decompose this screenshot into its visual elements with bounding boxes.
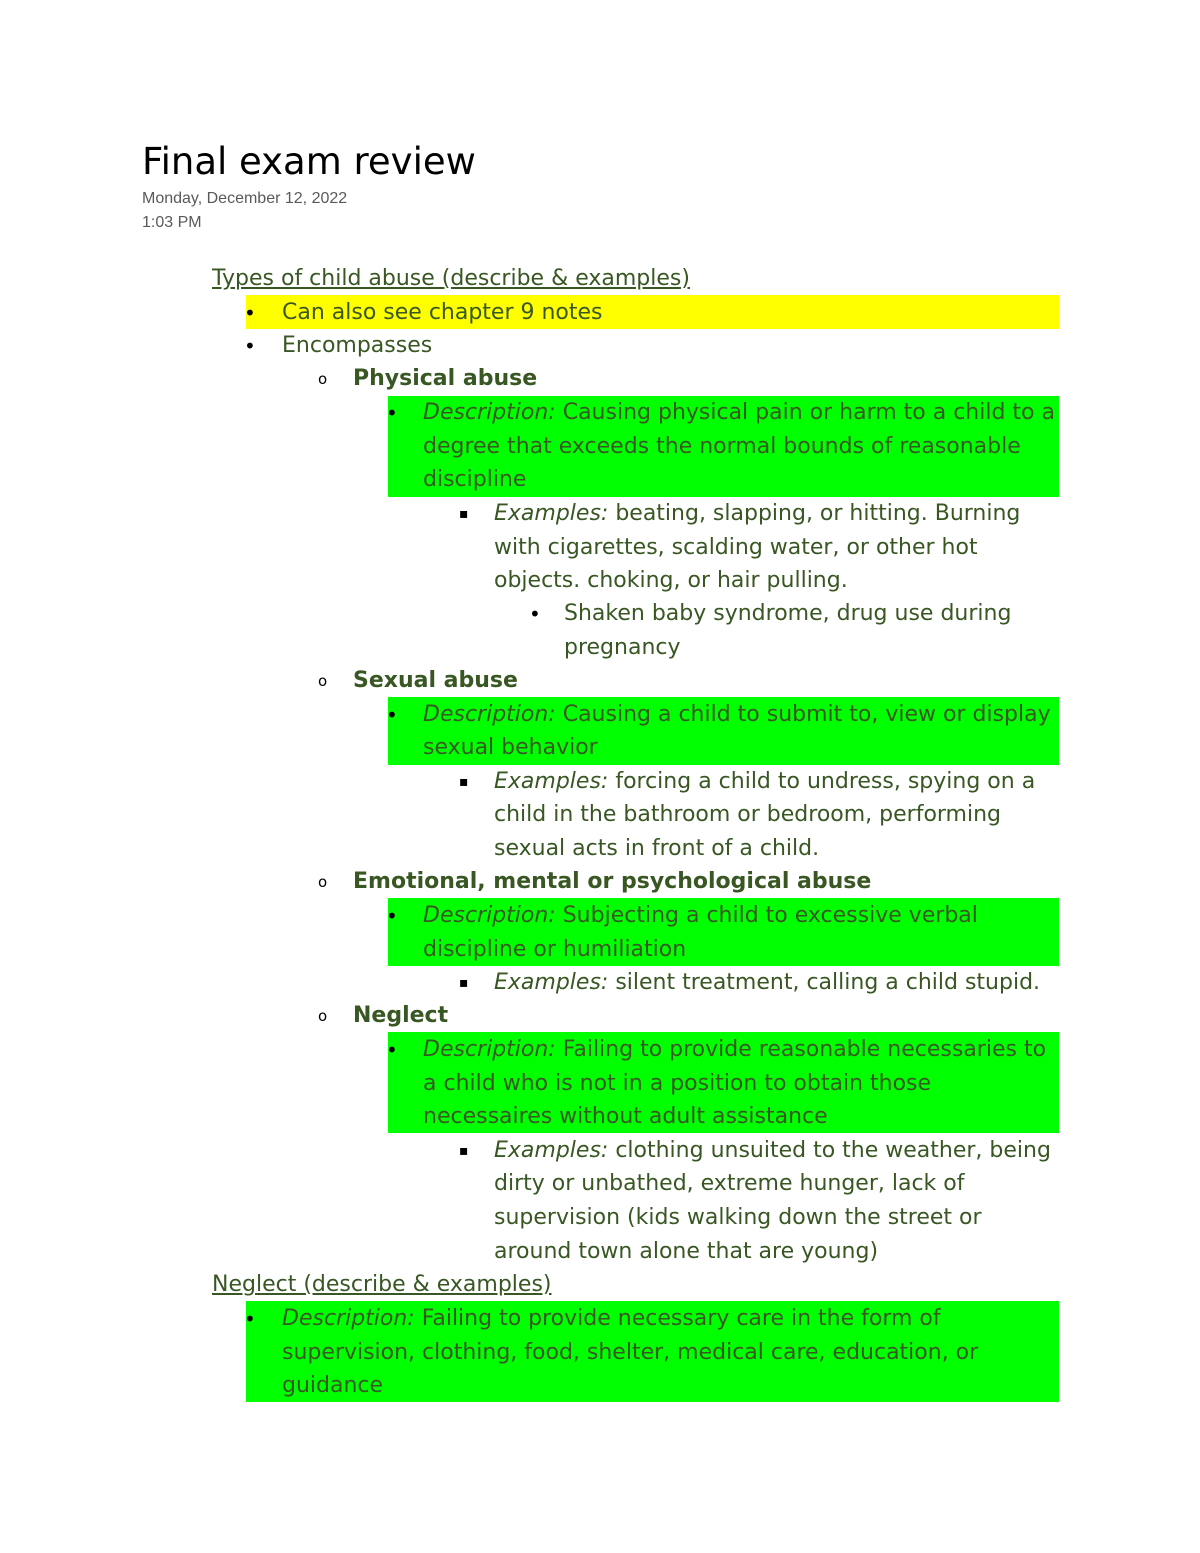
physical-desc-line-1: Description: Causing physical pain or harm to a child to a — [423, 400, 1055, 425]
subheading-neglect: Neglect — [353, 1003, 449, 1028]
list-item-encompasses: Encompasses — [282, 333, 433, 358]
bullet-dot: • — [386, 904, 398, 928]
bullet-dot: • — [386, 703, 398, 727]
page-time: 1:03 PM — [142, 214, 202, 231]
bullet-circle: o — [318, 1007, 328, 1025]
bullet-dot: • — [244, 301, 256, 325]
sexual-desc-line-2: sexual behavior — [423, 735, 598, 760]
emotional-ex-line-1: Examples: silent treatment, calling a child stupid. — [494, 970, 1041, 995]
physical-ex-line-2: with cigarettes, scalding water, or other hot — [494, 535, 978, 560]
neglect-ex-line-3: supervision (kids walking down the street or — [494, 1205, 982, 1230]
neglect-ex-line-1: Examples: clothing unsuited to the weather, being — [494, 1138, 1051, 1163]
section-heading-neglect: Neglect (describe & examples) — [212, 1272, 552, 1297]
bullet-dot: • — [529, 602, 541, 626]
subheading-sexual-abuse: Sexual abuse — [353, 668, 518, 693]
sexual-desc-line-1: Description: Causing a child to submit to, view or display — [423, 702, 1051, 727]
page-title: Final exam review — [142, 140, 476, 183]
neglect2-desc-line-3: guidance — [282, 1373, 384, 1398]
neglect-desc-line-3: necessaires without adult assistance — [423, 1104, 828, 1129]
physical-ex-line-3: objects. choking, or hair pulling. — [494, 568, 848, 593]
bullet-square: ▪ — [459, 1143, 469, 1159]
bullet-square: ▪ — [459, 774, 469, 790]
neglect2-desc-line-1: Description: Failing to provide necessary care in the form of — [282, 1306, 941, 1331]
subheading-emotional-abuse: Emotional, mental or psychological abuse — [353, 869, 872, 894]
physical-sub-line-1: Shaken baby syndrome, drug use during — [564, 601, 1012, 626]
emotional-desc-line-1: Description: Subjecting a child to excessive verbal — [423, 903, 978, 928]
physical-desc-line-3: discipline — [423, 467, 527, 492]
sexual-ex-line-2: child in the bathroom or bedroom, performing — [494, 802, 1002, 827]
bullet-dot: • — [386, 1038, 398, 1062]
bullet-dot: • — [244, 1307, 256, 1331]
bullet-square: ▪ — [459, 975, 469, 991]
bullet-square: ▪ — [459, 506, 469, 522]
neglect-ex-line-2: dirty or unbathed, extreme hunger, lack of — [494, 1171, 965, 1196]
bullet-dot: • — [386, 401, 398, 425]
neglect-desc-line-1: Description: Failing to provide reasonable necessaries to — [423, 1037, 1047, 1062]
neglect-ex-line-4: around town alone that are young) — [494, 1239, 879, 1264]
physical-sub-line-2: pregnancy — [564, 635, 681, 660]
page-date: Monday, December 12, 2022 — [142, 190, 348, 207]
sexual-ex-line-1: Examples: forcing a child to undress, spying on a — [494, 769, 1036, 794]
bullet-dot: • — [244, 334, 256, 358]
bullet-circle: o — [318, 873, 328, 891]
list-item-note: Can also see chapter 9 notes — [282, 300, 603, 325]
bullet-circle: o — [318, 672, 328, 690]
neglect2-desc-line-2: supervision, clothing, food, shelter, medical care, education, or — [282, 1340, 979, 1365]
physical-desc-line-2: degree that exceeds the normal bounds of reasonable — [423, 434, 1021, 459]
bullet-circle: o — [318, 370, 328, 388]
neglect-desc-line-2: a child who is not in a position to obtain those — [423, 1071, 932, 1096]
sexual-ex-line-3: sexual acts in front of a child. — [494, 836, 820, 861]
physical-ex-line-1: Examples: beating, slapping, or hitting. Burning — [494, 501, 1021, 526]
section-heading-child-abuse: Types of child abuse (describe & examples) — [212, 266, 690, 291]
emotional-desc-line-2: discipline or humiliation — [423, 937, 687, 962]
subheading-physical-abuse: Physical abuse — [353, 366, 538, 391]
